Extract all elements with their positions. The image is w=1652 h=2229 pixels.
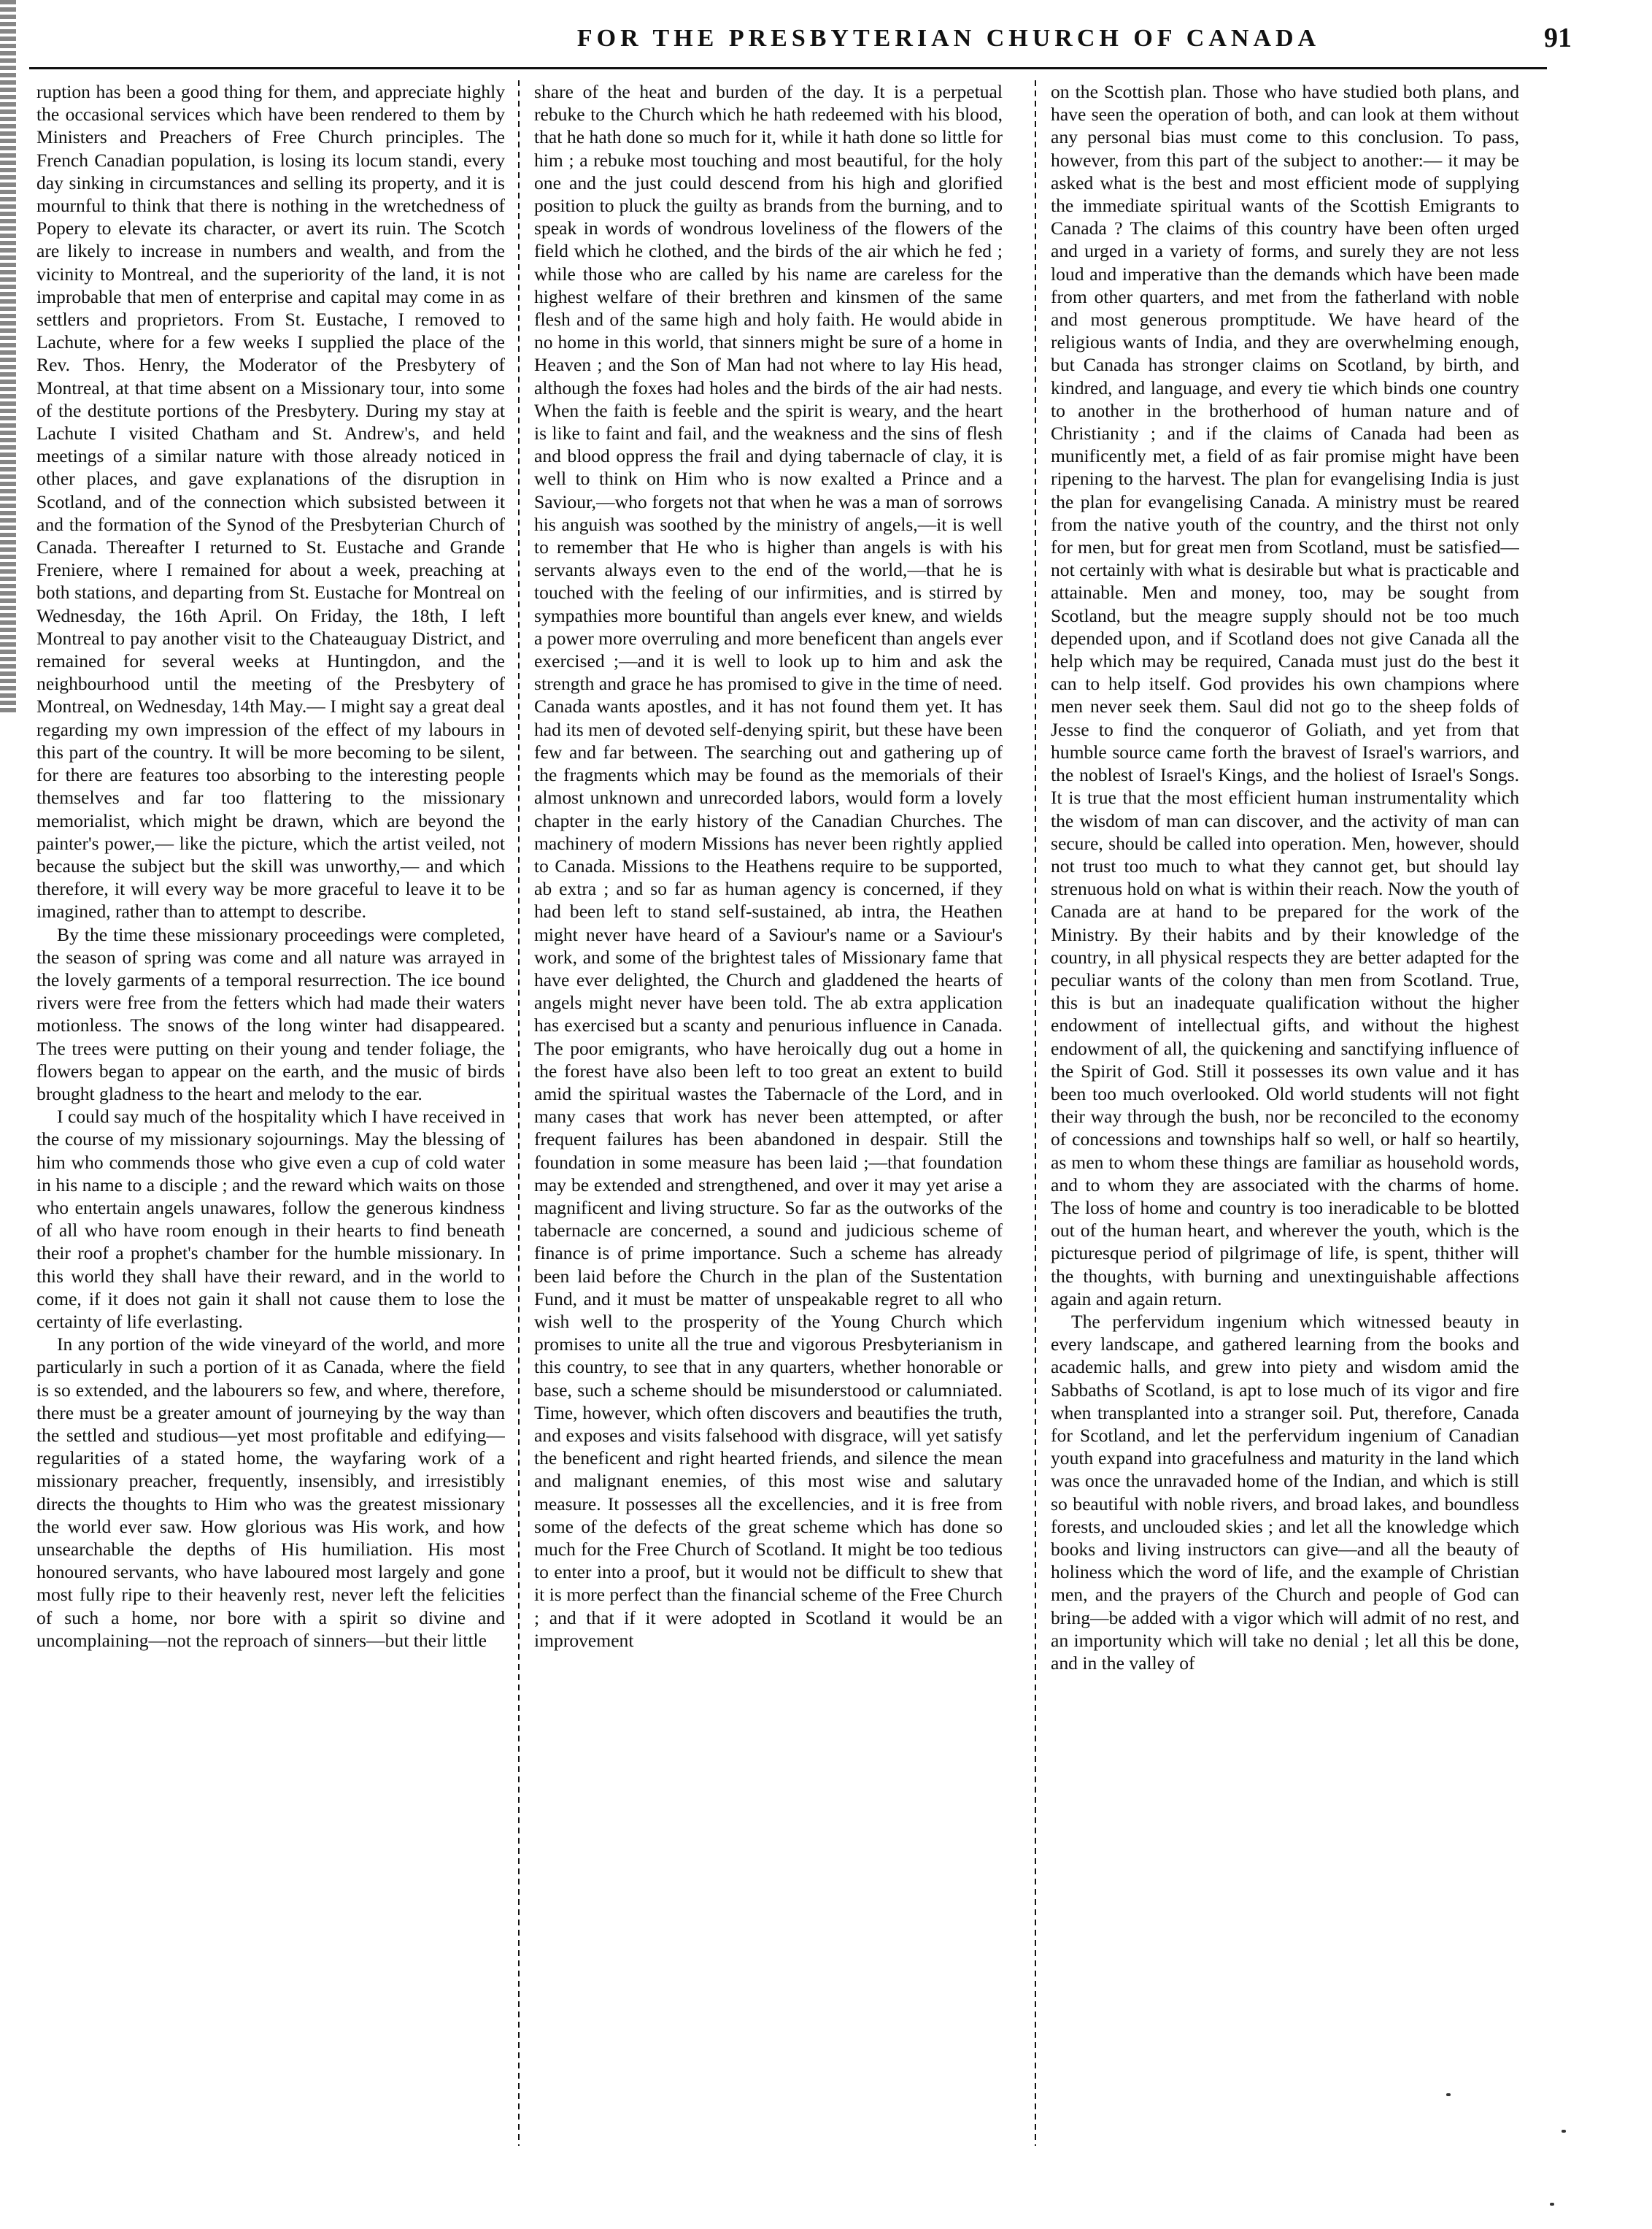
text-column-1: [36, 80, 505, 2146]
print-smudge: [1446, 2093, 1451, 2096]
running-header: FOR THE PRESBYTERIAN CHURCH OF CANADA: [576, 25, 1321, 52]
paragraph: By the time these missionary proceedings were completed, the season of spring was come and all nature was arrayed in the lovely garments of a temporal resurrection. The ice bound rivers were free from the fetters which had made their waters motionless. The snows of the long winter had disappeared. The trees were putting on their young and tender foliage, the flowers began to appear on the earth, and the music of birds brought gladness to the heart and melody to the ear.: [36, 923, 505, 1104]
paragraph: In any portion of the wide vineyard of the world, and more particularly in such a portion of it as Canada, where the field is so extended, and the labourers so few, and where, therefore, there must be a greater amount of journeying by the way than the settled and studious—yet most profitable and edifying—regularities of a stated home, the wayfaring work of a missionary preacher, frequently, insensibly, and irresistibly directs the thoughts to Him who was the greatest missionary the world ever saw. How glorious was His work, and how unsearchable the depths of His humiliation. His most honoured servants, who have laboured most largely and gone most fully ripe to their heavenly rest, never left the felicities of such a home, nor bore with a spirit so divine and uncomplaining—not the reproach of sinners—but their little: [36, 1333, 505, 1651]
paragraph: on the Scottish plan. Those who have studied both plans, and have seen the operation of both, and can look at them without any personal bias must come to this conclusion. To pass, however, from this part of the subject to another:— it may be asked what is the best and most efficient mode of supplying the immediate spiritual wants of the Scottish Emigrants to Canada ? The claims of this country have been often urged and urged in a variety of forms, and surely they are not less loud and imperative than the demands which have been made from other quarters, and met from the fatherland with noble and most generous promptitude. We have heard of the religious wants of India, and they are overwhelming enough, but Canada has stronger claims on Scotland, by birth, and kindred, and language, and every tie which binds one country to another in the brotherhood of human nature and of Christianity ; and if the claims of Canada had been as munificently met, a field of as fair promise might have been ripening to the harvest. The plan for evangelising India is just the plan for evangelising Canada. A ministry must be reared from the native youth of the country, and the thirst not only for men, but for great men from Scotland, must be satisfied—not certainly with what is desirable but what is practicable and attainable. Men and money, too, may be sought from Scotland, but the meagre supply should not be too much depended upon, and if Scotland does not give Canada all the help which may be required, Canada must just do the best it can to help itself. God provides his own champions where men never seek them. Saul did not go to the sheep folds of Jesse to find the conqueror of Goliath, and yet from that humble source came forth the bravest of Israel's warriors, and the noblest of Israel's Kings, and the holiest of Israel's Songs. It is true that the most efficient human instrumentality which the wisdom of man can discover, and the activity of man can secure, should be called into operation. Men, however, should not trust too much to what they cannot get, but should lay strenuous hold on what is within their reach. Now the youth of Canada are at hand to be prepared for the work of the Ministry. By their habits and by their knowledge of the country, in all physical respects they are better adapted for the peculiar wants of the colony than men from Scotland. True, this is but an inadequate qualification without the higher endowment of intellectual gifts, and without the highest endowment of all, the quickening and sanctifying influence of the Spirit of God. Still it possesses its own value and it has been too much overlooked. Old world students will not fight their way through the bush, nor be reconciled to the economy of concessions and townships half so well, or half so heartily, as men to whom these things are familiar as household words, and to whom they are associated with the charms of home. The loss of home and country is too ineradicable to be blotted out of the human heart, and wherever the youth, which is the picturesque period of pilgrimage of life, is spent, thither will the thoughts, with burning and unextinguishable affections again and again return.: [1051, 81, 1519, 1309]
column-divider: [1035, 80, 1036, 2146]
print-smudge: [1562, 2130, 1566, 2133]
binding-edge-decoration: [0, 0, 16, 715]
header-rule: [29, 67, 1547, 69]
print-smudge: [1550, 2203, 1554, 2206]
paragraph: The perfervidum ingenium which witnessed beauty in every landscape, and gathered learning from the books and academic halls, and grew into piety and wisdom amid the Sabbaths of Scotland, is apt to lose much of its vigor and fire when transplanted into a stranger soil. Put, therefore, Canada for Scotland, and let the perfervidum ingenium of Canadian youth expand into gracefulness and maturity in the land which was once the unravaded home of the Indian, and which is still so beautiful with noble rivers, and broad lakes, and boundless forests, and unclouded skies ; and let all the knowledge which books and living instructors can give—and all the beauty of holiness which the word of life, and the example of Christian men, and the prayers of the Church and people of God can bring—be added with a vigor which will admit of no rest, and an importunity which will take no denial ; let all this be done, and in the valley of: [1051, 1310, 1519, 1674]
paragraph: I could say much of the hospitality which I have received in the course of my missionary sojournings. May the blessing of him who commends those who give even a cup of cold water in his name to a disciple ; and the reward which waits on those who entertain angels unawares, follow the generous kindness of all who have room enough in their hearts to find beneath their roof a prophet's chamber for the humble missionary. In this world they shall have their reward, and in the world to come, if it does not gain it shall not cause them to lose the certainty of life everlasting.: [36, 1106, 505, 1332]
column-divider: [518, 80, 520, 2146]
page-number: 91: [1544, 23, 1572, 53]
paragraph: share of the heat and burden of the day. It is a perpetual rebuke to the Church which he hath redeemed with his blood, that he hath done so much for it, while it hath done so little for him ; a rebuke most touching and most beautiful, for the holy one and the just could descend from his high and glorified position to pluck the guilty as brands from the burning, and to speak in words of wondrous loveliness of the flowers of the field which he clothed, and the birds of the air which he fed ; while those who are called by his name are careless for the highest welfare of their brethren and kinsmen of the same flesh and of the same high and holy faith. He would abide in no home in this world, that sinners might be sure of a home in Heaven ; and the Son of Man had not where to lay His head, although the foxes had holes and the birds of the air had nests. When the faith is feeble and the spirit is weary, and the heart is like to faint and fail, and the weakness and the sins of flesh and blood oppress the frail and dying tabernacle of clay, it is well to think on Him who is now exalted a Prince and a Saviour,—who forgets not that when he was a man of sorrows his anguish was soothed by the ministry of angels,—it is well to remember that He who is higher than angels is with his servants always even to the end of the world,—that he is touched with the feeling of our infirmities, and is stirred by sympathies more bountiful than angels ever knew, and wields a power more overruling and more beneficent than angels ever exercised ;—and it is well to look up to him and ask the strength and grace he has promised to give in the time of need. Canada wants apostles, and it has not found them yet. It has had its men of devoted self-denying spirit, but these have been few and far between. The searching out and gathering up of the fragments which may be found as the memorials of their almost unknown and unrecorded labors, would form a lovely chapter in the early history of the Canadian Churches. The machinery of modern Missions has never been rightly applied to Canada. Missions to the Heathens require to be supported, ab extra ; and so far as human agency is concerned, if they had been left to stand self-sustained, ab intra, the Heathen might never have heard of a Saviour's name or a Saviour's work, and some of the brightest tales of Missionary fame that have ever delighted, the Church and gladdened the hearts of angels might never have been told. The ab extra application has exercised but a scanty and penurious influence in Canada. The poor emigrants, who have heroically dug out a home in the forest have also been left to too great an extent to build amid the spiritual wastes the Tabernacle of the Lord, and in many cases that work has never been attempted, or after frequent failures has been abandoned in despair. Still the foundation in some measure has been laid ;—that foundation may be extended and strengthened, and over it may yet arise a magnificent and living structure. So far as the outworks of the tabernacle are concerned, a sound and judicious scheme of finance is of prime importance. Such a scheme has already been laid before the Church in the plan of the Sustentation Fund, and it must be matter of unspeakable regret to all who wish well to the prosperity of the Young Church which promises to unite all the true and vigorous Presbyterianism in this country, to see that in any quarters, whether honorable or base, such a scheme should be misunderstood or calumniated. Time, however, which often discovers and beautifies the truth, and exposes and visits falsehood with disgrace, will yet satisfy the beneficent and right hearted friends, and silence the mean and malignant enemies, of this most wise and salutary measure. It possesses all the excellencies, and it is free from some of the defects of the great scheme which has done so much for the Free Church of Scotland. It might be too tedious to enter into a proof, but it would not be difficult to shew that it is more perfect than the financial scheme of the Free Church ; and that if it were adopted in Scotland it would be an improvement: [534, 81, 1003, 1651]
paragraph: ruption has been a good thing for them, and appreciate highly the occasional services which have been rendered to them by Ministers and Preachers of Free Church principles. The French Canadian population, is losing its locum standi, every day sinking in circumstances and selling its property, and it is mournful to think that there is nothing in the wretchedness of Popery to elevate its character, or avert its ruin. The Scotch are likely to increase in numbers and wealth, and from the vicinity to Montreal, and the superiority of the land, it is not improbable that men of enterprise and capital may come in as settlers and proprietors. From St. Eustache, I removed to Lachute, where for a few weeks I supplied the place of the Rev. Thos. Henry, the Moderator of the Presbytery of Montreal, at that time absent on a Missionary tour, into some of the destitute portions of the Presbytery. During my stay at Lachute I visited Chatham and St. Andrew's, and held meetings of a similar nature with those already noticed in other places, and gave explanations of the disruption in Scotland, and of the connection which subsisted between it and the formation of the Synod of the Presbyterian Church of Canada. Thereafter I returned to St. Eustache and Grande Freniere, where I remained for about a week, preaching at both stations, and departing from St. Eustache for Montreal on Wednesday, the 16th April. On Friday, the 18th, I left Montreal to pay another visit to the Chateauguay District, and remained for several weeks at Huntingdon, and the neighbourhood until the meeting of the Presbytery of Montreal, on Wednesday, 14th May.— I might say a great deal regarding my own impression of the effect of my labours in this part of the country. It will be more becoming to be silent, for there are features too absorbing to the interesting people themselves and far too flattering to the missionary memorialist, which might be drawn, which are beyond the painter's power,— like the picture, which the artist veiled, not because the subject but the skill was unworthy,— and which therefore, it will every way be more graceful to leave it to be imagined, rather than to attempt to describe.: [36, 81, 505, 923]
text-column-3: [1051, 80, 1519, 2146]
text-column-2: [534, 80, 1003, 2146]
